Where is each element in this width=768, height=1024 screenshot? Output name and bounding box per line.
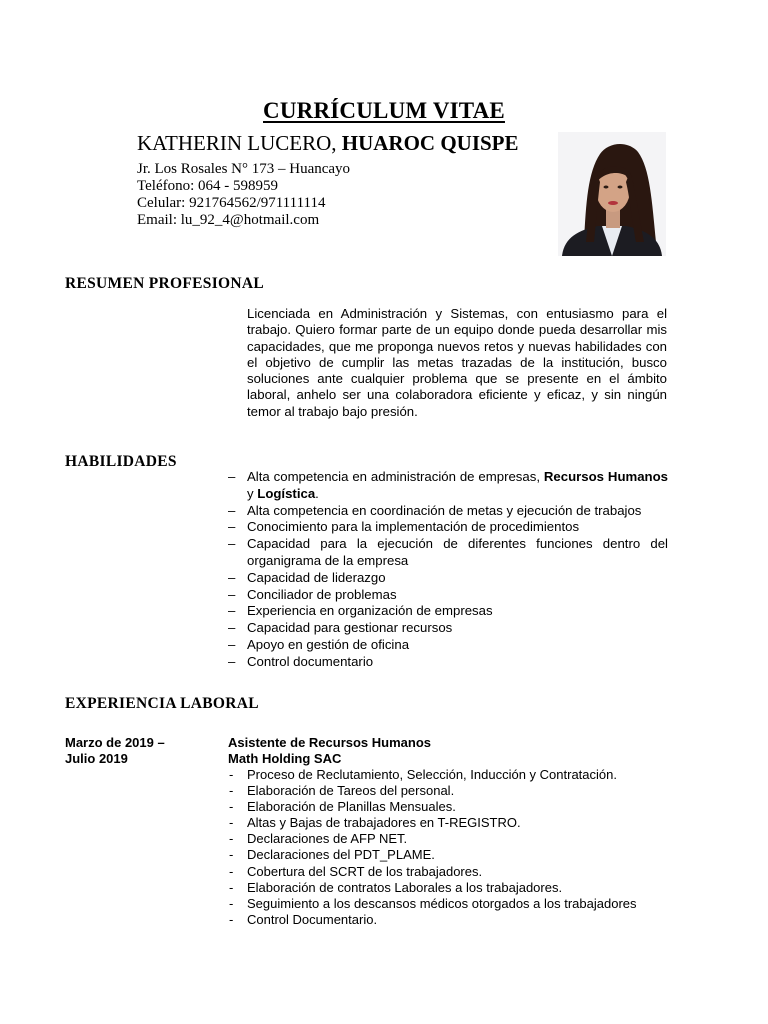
skill-item [228, 519, 668, 536]
task-text: Proceso de Reclutamiento, Selección, Inducción y Contratación. [247, 767, 617, 782]
task-item [228, 799, 668, 815]
skill-text-bold: Logística [257, 485, 316, 501]
skill-text-bold: Recursos Humanos [543, 469, 669, 484]
task-bullet: - [229, 767, 234, 782]
task-item [228, 767, 668, 783]
skill-text: Control documentario [247, 653, 374, 669]
task-bullet: - [229, 879, 234, 895]
task-text: Control Documentario. [247, 911, 378, 927]
skill-text: Capacidad para gestionar recursos [247, 620, 453, 636]
skill-item [228, 536, 668, 570]
skills-heading: HABILIDADES [65, 453, 177, 470]
task-text: Cobertura del SCRT de los trabajadores. [247, 863, 483, 879]
skill-item [228, 503, 668, 520]
skill-bullet: – [228, 519, 236, 535]
skill-item [228, 570, 668, 587]
job-tasks-list [228, 767, 668, 928]
task-text: Altas y Bajas de trabajadores en T-REGISTRO. [247, 815, 521, 831]
skill-text: Alta competencia en coordinación de metas y ejecución de trabajos [247, 502, 642, 518]
task-text: Declaraciones del PDT_PLAME. [247, 847, 435, 863]
document-title: CURRÍCULUM VITAE [263, 98, 505, 124]
job-date-from: Marzo de 2019 – [65, 735, 165, 750]
skill-text: Apoyo en gestión de oficina [247, 636, 410, 652]
task-text: Elaboración de contratos Laborales a los trabajadores. [247, 879, 563, 895]
summary-heading: RESUMEN PROFESIONAL [65, 275, 265, 292]
task-bullet: - [229, 863, 234, 879]
skill-bullet: – [228, 653, 236, 669]
task-text: Elaboración de Planillas Mensuales. [247, 799, 456, 815]
task-bullet: - [229, 815, 234, 831]
skill-text-part: Alta competencia en administración de empresas, [247, 469, 544, 484]
summary-text: Licenciada en Administración y Sistemas, con entusiasmo para el trabajo. Quiero formar parte de un equipo donde pueda desarrollar mis capacidades, que me proponga nuevos retos y nuevas habilidades con el objetivo de cumplir las metas trazadas de la institución, busco soluciones ante cualquier problema que se presente en el ámbito laboral, anhelo ser una colaboradora eficiente y eficaz, y sin ningún temor al trabajo bajo presión. [247, 306, 667, 419]
skill-text: Experiencia en organización de empresas [247, 603, 493, 619]
skill-item [228, 637, 668, 654]
given-names: KATHERIN LUCERO, [137, 131, 342, 155]
skill-item [228, 587, 668, 604]
task-bullet: - [229, 847, 234, 863]
profile-photo [558, 132, 666, 256]
task-bullet: - [229, 831, 234, 847]
skill-bullet: – [228, 586, 236, 602]
skill-bullet: – [228, 569, 236, 585]
skill-bullet: – [228, 620, 236, 636]
skill-text: Conocimiento para la implementación de procedimientos [247, 519, 580, 535]
task-item [228, 864, 668, 880]
contact-mobile: Celular: 921764562/971111114 [137, 195, 326, 211]
skill-item [228, 620, 668, 637]
skill-text-part: y [247, 485, 258, 501]
skill-item [228, 654, 668, 671]
surname: HUAROC QUISPE [341, 131, 519, 155]
skill-bullet: – [228, 536, 236, 552]
skill-bullet: – [228, 636, 236, 652]
contact-phone: Teléfono: 064 - 598959 [137, 178, 279, 194]
task-item [228, 783, 668, 799]
task-item [228, 912, 668, 928]
task-bullet: - [229, 783, 234, 799]
skill-bullet: – [228, 469, 236, 484]
candidate-name [137, 131, 519, 156]
skills-list [228, 469, 668, 671]
task-bullet: - [229, 911, 234, 927]
skill-text [247, 469, 668, 501]
skill-item [228, 469, 668, 503]
job-company: Math Holding SAC [228, 751, 342, 766]
task-text: Declaraciones de AFP NET. [247, 831, 408, 847]
skill-bullet: – [228, 502, 236, 518]
task-bullet: - [229, 895, 234, 911]
task-text: Seguimiento a los descansos médicos otorgados a los trabajadores [247, 895, 637, 911]
skill-text: Conciliador de problemas [247, 586, 397, 602]
task-item [228, 815, 668, 831]
task-item [228, 831, 668, 847]
contact-email: Email: lu_92_4@hotmail.com [137, 212, 320, 228]
job-date-to: Julio 2019 [65, 751, 128, 766]
task-item [228, 896, 668, 912]
experience-heading: EXPERIENCIA LABORAL [65, 695, 259, 712]
skill-text: Capacidad para la ejecución de diferentes funciones dentro del organigrama de la empresa [247, 536, 668, 568]
task-item [228, 880, 668, 896]
job-position: Asistente de Recursos Humanos [228, 735, 432, 750]
task-bullet: - [229, 799, 234, 815]
skill-text: Capacidad de liderazgo [247, 569, 386, 585]
task-text: Elaboración de Tareos del personal. [247, 783, 455, 799]
contact-address: Jr. Los Rosales N° 173 – Huancayo [137, 161, 351, 177]
skill-text-part: . [315, 485, 319, 501]
skill-item [228, 603, 668, 620]
task-item [228, 847, 668, 863]
skill-bullet: – [228, 603, 236, 619]
